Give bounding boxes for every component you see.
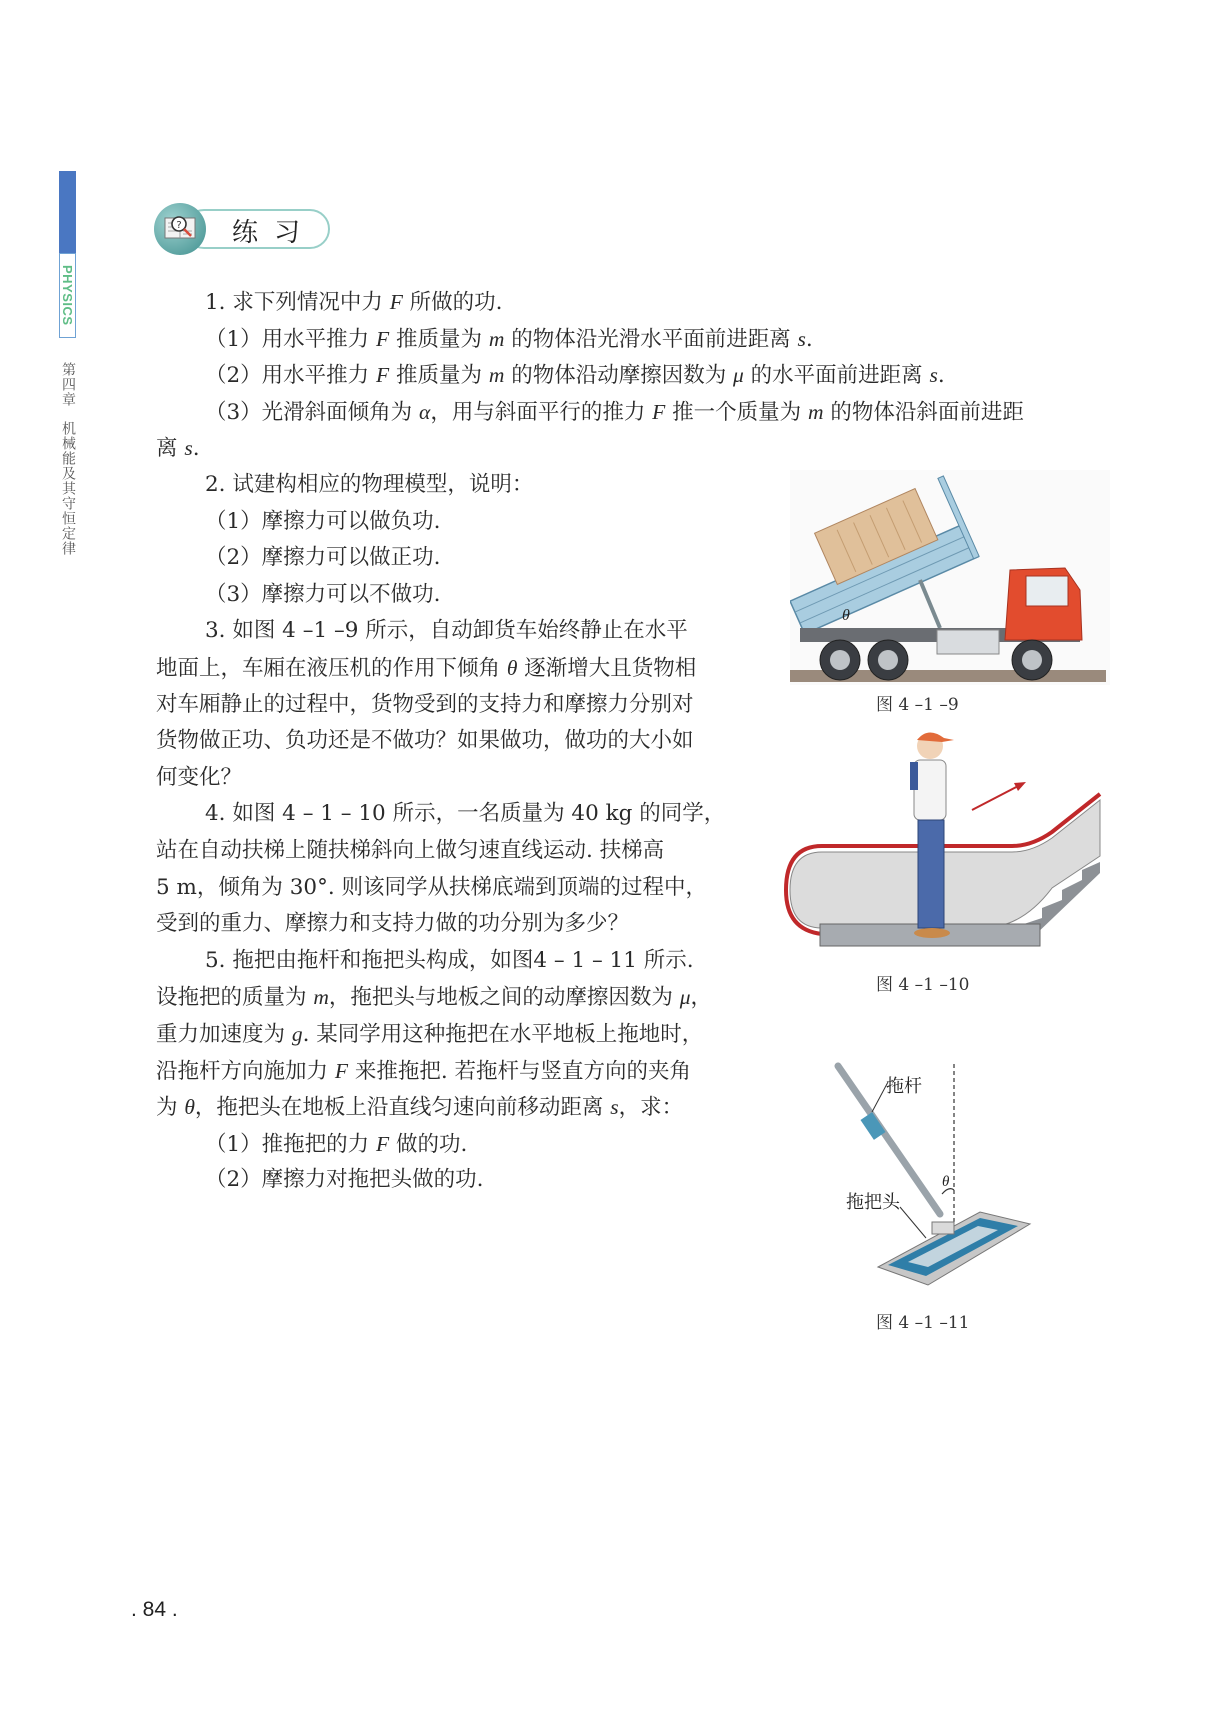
chapter-number: 第四章 [60,362,76,407]
figure-9-caption: 图 4 –1 –9 [876,695,959,715]
section-header [154,203,332,255]
problem-3-line-4: 货物做正功、负功还是不做功？如果做功，做功的大小如 [156,728,694,754]
problem-4-line-1: 4. 如图 4 – 1 – 10 所示，一名质量为 40 kg 的同学， [205,801,726,827]
problem-5-line-3: 重力加速度为 g. 某同学用这种拖把在水平地板上拖地时， [156,1021,704,1047]
problem-1-sub-2: （2）用水平推力 F 推质量为 m 的物体沿动摩擦因数为 μ 的水平面前进距离 s. [205,363,945,389]
section-title: 练习 [232,218,317,248]
escalator-figure [782,728,1102,958]
fuel-tank [937,630,999,654]
head-label: 拖把头 [846,1192,900,1213]
problem-4-line-4: 受到的重力、摩擦力和支持力做的功分别为多少？ [156,911,630,937]
sidebar-color-bar [59,171,76,253]
problem-2-sub-1: （1）摩擦力可以做负功. [205,508,441,534]
page-number: . 84 . [131,1598,178,1621]
problem-3-line-5: 何变化？ [156,764,243,790]
problem-5-sub-1: （1）推拖把的力 F 做的功. [205,1131,468,1157]
problem-5-line-2: 设拖把的质量为 m，拖把头与地板之间的动摩擦因数为 μ， [156,985,713,1011]
dump-truck-figure [790,470,1110,685]
problem-5-line-5: 为 θ，拖把头在地板上沿直线匀速向前移动距离 s，求： [156,1095,684,1121]
direction-arrow [972,784,1022,810]
magnifier-book-icon [154,203,206,255]
problem-2-sub-3: （3）摩擦力可以不做功. [205,581,441,607]
subject-text: PHYSICS [60,265,75,326]
problem-1-stem: 1. 求下列情况中力 F 所做的功. [205,290,503,315]
problem-3-line-3: 对车厢静止的过程中，货物受到的支持力和摩擦力分别对 [156,691,694,717]
problem-1-sub-1: （1）用水平推力 F 推质量为 m 的物体沿光滑水平面前进距离 s. [205,326,813,352]
sidebar-subject-label [59,253,76,338]
chapter-label [59,362,76,556]
problem-1 [156,284,1024,467]
chapter-title: 机械能及其守恒定律 [60,421,76,556]
problem-3-line-1: 3. 如图 4 –1 –9 所示，自动卸货车始终静止在水平 [205,618,688,644]
problem-3-line-2: 地面上，车厢在液压机的作用下倾角 θ 逐渐增大且货物相 [156,655,697,681]
problem-5-line-1: 5. 拖把由拖杆和拖把头构成，如图4 – 1 – 11 所示. [205,947,694,973]
problem-2-sub-2: （2）摩擦力可以做正功. [205,545,441,571]
problem-1-sub-3-cont: 离 s. [156,436,200,462]
problem-4-line-2: 站在自动扶梯上随扶梯斜向上做匀速直线运动. 扶梯高 [156,837,665,863]
problem-5-line-4: 沿拖杆方向施加力 F 来推拖把. 若拖杆与竖直方向的夹角 [156,1058,691,1084]
mop-angle-label: θ [942,1174,950,1190]
problems-2-5 [156,467,725,1199]
problem-4-line-3: 5 m，倾角为 30°. 则该同学从扶梯底端到顶端的过程中， [156,874,708,900]
figure-10-caption: 图 4 –1 –10 [876,975,970,995]
svg-text:?: ? [176,220,182,231]
problem-1-sub-3: （3）光滑斜面倾角为 α，用与斜面平行的推力 F 推一个质量为 m 的物体沿斜面前进距 [205,399,1024,425]
mop-figure [830,1062,1050,1302]
problem-2-stem: 2. 试建构相应的物理模型，说明： [205,472,534,497]
angle-label: θ [842,607,850,624]
rod-label: 拖杆 [886,1076,922,1097]
figure-11-caption: 图 4 –1 –11 [876,1313,970,1333]
problem-5-sub-2: （2）摩擦力对拖把头做的功. [205,1167,484,1193]
